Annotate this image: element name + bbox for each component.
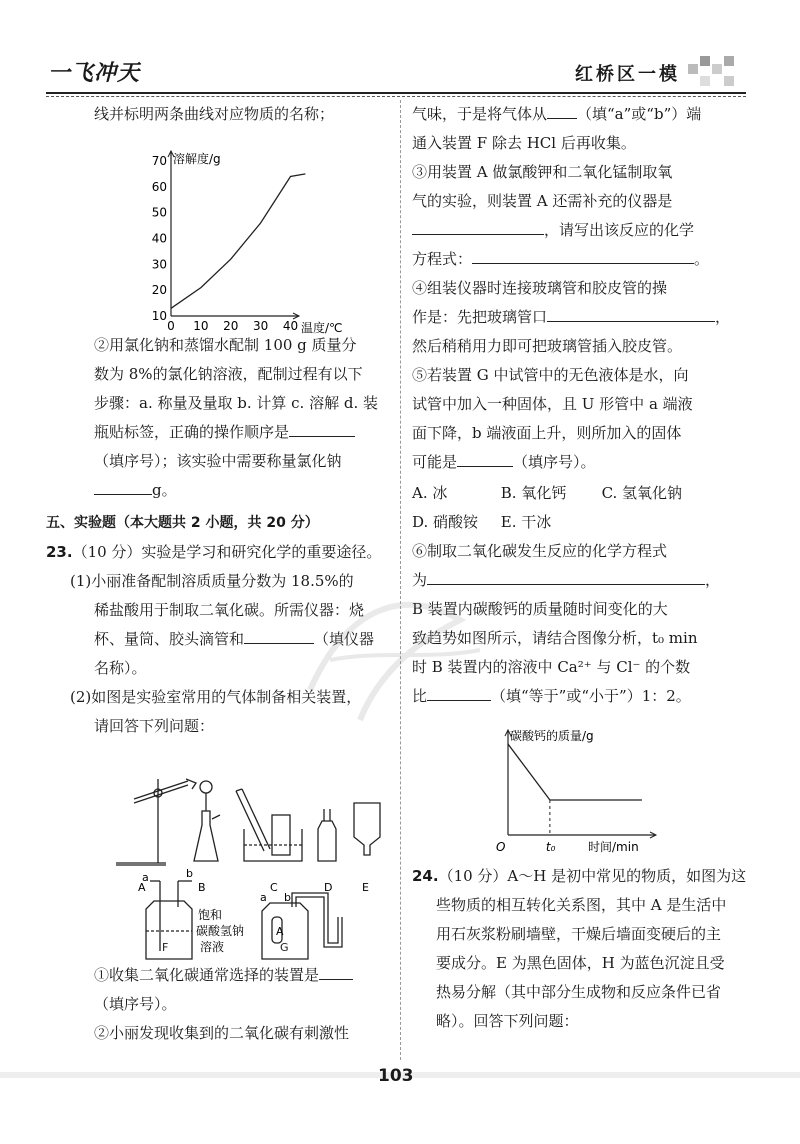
- label-g-b: b: [284, 891, 291, 904]
- x-tick-label: 20: [223, 319, 239, 333]
- option-a: A. 冰: [412, 484, 448, 502]
- apparatus-a: [116, 779, 196, 865]
- left-column: [46, 100, 391, 1048]
- label-g-a: a: [260, 891, 267, 904]
- q2-line-5: （填序号）；该实验中需要称量氯化钠: [94, 452, 342, 470]
- caco3-mass-chart: [412, 715, 752, 860]
- r-line-16: 可能是: [412, 453, 458, 471]
- x-tick-label: 0: [167, 319, 175, 333]
- r-line-6: ，请写出该反应的化学: [544, 221, 695, 239]
- r-line-13: ⑤若装置 G 中试管中的无色液体是水，向: [412, 366, 689, 384]
- q23-line-6: 名称）。: [94, 659, 147, 677]
- r-line-19: 为: [412, 571, 428, 589]
- r-line-15: 面下降，b 端液面上升，则所加入的固体: [412, 424, 682, 442]
- r-line-22: 致趋势如图所示，请结合图像分析，t₀ min: [412, 629, 698, 647]
- q23-line-1: （10 分）实验是学习和研究化学的重要途径。: [72, 543, 382, 561]
- option-c: C. 氢氧化钠: [601, 484, 683, 502]
- r-line-23: 时 B 装置内的溶液中 Ca²⁺ 与 Cl⁻ 的个数: [412, 658, 691, 676]
- q24-line-6: 略）。回答下列问题：: [436, 1012, 579, 1030]
- collect-line-1: ①收集二氧化碳通常选择的装置是: [94, 966, 320, 984]
- header-rule: [46, 92, 746, 94]
- r-line-14: 试管中加入一种固体，且 U 形管中 a 端液: [412, 395, 693, 413]
- label-g: G: [280, 941, 289, 954]
- y-tick-label: 50: [151, 205, 167, 220]
- x-axis-label: 温度/℃: [301, 321, 343, 335]
- header-ornament: [688, 56, 744, 90]
- option-b: B. 氧化钙: [500, 484, 567, 502]
- r-line-8: 。: [694, 250, 710, 268]
- apparatus-e: [354, 803, 380, 855]
- intro-line: 线并标明两条曲线对应物质的名称；: [94, 105, 335, 123]
- q23-line-2: (1)小丽准备配制溶质质量分数为 18.5%的: [70, 572, 354, 590]
- exam-title: 红桥区一模: [575, 64, 680, 85]
- x-axis-label: 时间/min: [588, 840, 639, 854]
- r-line-5: 气的实验，则装置 A 还需补充的仪器是: [412, 192, 673, 210]
- label-f-a: a: [142, 871, 149, 884]
- q24-line-3: 用石灰浆粉刷墙壁，干燥后墙面变硬后的主: [436, 925, 722, 943]
- y-axis-label: 碳酸钙的质量/g: [510, 729, 594, 743]
- y-tick-label: 10: [151, 309, 167, 323]
- f-liquid-3: 溶液: [200, 940, 225, 954]
- solid-blank[interactable]: [457, 450, 513, 467]
- q24-line-1: （10 分）A～H 是初中常见的物质，如图为这: [438, 867, 747, 885]
- solubility-chart: [46, 131, 391, 335]
- solubility-curve: [171, 174, 305, 308]
- q2-line-3: 步骤：a. 称量及量取 b. 计算 c. 溶解 d. 装: [94, 394, 378, 412]
- collect-line-3: ②小丽发现收集到的二氧化碳有刺激性: [94, 1024, 350, 1042]
- r-line-17: （填序号）。: [513, 453, 596, 471]
- r-line-12: 然后稍稍用力即可把玻璃管插入胶皮管。: [412, 337, 683, 355]
- apparatus-diagram: [46, 741, 391, 954]
- apparatus-b: [194, 781, 220, 861]
- r-line-1: 气味，于是将气体从: [412, 105, 548, 123]
- t0-label: t₀: [545, 840, 556, 854]
- x-tick-label: 10: [193, 319, 209, 333]
- y-axis-label: 溶解度/g: [173, 152, 221, 166]
- label-f-b: b: [186, 867, 193, 880]
- end-blank[interactable]: [547, 102, 577, 119]
- y-tick-label: 40: [151, 231, 167, 246]
- q23-line-4: 杯、量筒、胶头滴管和: [94, 630, 245, 648]
- label-b: B: [198, 881, 206, 894]
- collect-line-2: （填序号）。: [94, 995, 177, 1013]
- r-line-7: 方程式：: [412, 250, 473, 268]
- q23-line-3: 稀盐酸用于制取二氧化碳。所需仪器：烧: [94, 601, 365, 619]
- header-rule-dashed: [46, 96, 746, 98]
- apparatus-c: [236, 789, 302, 861]
- page-number: 103: [378, 1066, 414, 1086]
- f-liquid-2: 碳酸氢钠: [196, 924, 245, 938]
- q23-line-5: （填仪器: [314, 630, 375, 648]
- right-column: [412, 100, 752, 1036]
- q23-line-7: (2)如图是实验室常用的气体制备相关装置，: [70, 688, 362, 706]
- caco3-curve: [508, 744, 642, 800]
- q2-line-4: 瓶贴标签，正确的操作顺序是: [94, 423, 290, 441]
- label-f: F: [162, 941, 169, 954]
- watermark-logo: [290, 580, 490, 730]
- q24-line-5: 热易分解（其中部分生成物和反应条件已省: [436, 983, 722, 1001]
- q2-line-2: 数为 8%的氯化钠溶液，配制过程有以下: [94, 365, 363, 383]
- r-line-10: 作是：先把玻璃管口: [412, 308, 548, 326]
- q23-number: 23.: [46, 543, 73, 561]
- y-tick-label: 60: [151, 179, 167, 194]
- option-d: D. 硝酸铵: [412, 513, 479, 531]
- q23-line-8: 请回答下列问题：: [94, 717, 215, 735]
- apparatus-d: [318, 809, 336, 861]
- r-line-20: ，: [705, 571, 721, 589]
- label-d: D: [324, 881, 333, 894]
- r-line-18: ⑥制取二氧化碳发生反应的化学方程式: [412, 542, 668, 560]
- label-g-inner: A: [276, 925, 284, 938]
- r-line-3: 通入装置 F 除去 HCl 后再收集。: [412, 134, 636, 152]
- section-title: 五、实验题（本大题共 2 小题，共 20 分）: [46, 515, 319, 531]
- x-tick-label: 40: [282, 319, 299, 333]
- instrument-a-blank[interactable]: [412, 218, 544, 235]
- q24-line-4: 要成分。E 为黑色固体，H 为蓝色沉淀且受: [436, 954, 725, 972]
- r-line-25: （填“等于”或“小于”）1：2。: [491, 687, 691, 705]
- label-a: A: [138, 881, 146, 894]
- collect-blank[interactable]: [319, 963, 353, 980]
- x-tick-label: 30: [252, 319, 269, 333]
- q24-number: 24.: [412, 867, 439, 885]
- option-e: E. 干冰: [500, 513, 552, 531]
- order-blank[interactable]: [289, 420, 355, 437]
- f-liquid-1: 饱和: [198, 908, 223, 922]
- q2-line-6: g。: [152, 481, 177, 499]
- y-tick-label: 20: [151, 283, 167, 298]
- brand-title: 一飞冲天: [48, 61, 141, 86]
- q24-line-2: 些物质的相互转化关系图，其中 A 是生活中: [436, 896, 727, 914]
- nacl-mass-blank[interactable]: [94, 478, 152, 495]
- y-tick-label: 30: [151, 257, 167, 272]
- label-e: E: [362, 881, 369, 894]
- tube-operation-blank[interactable]: [547, 305, 715, 322]
- r-line-2: （填“a”或“b”）端: [577, 105, 702, 123]
- r-line-24: 比: [412, 687, 428, 705]
- r-line-4: ③用装置 A 做氯酸钾和二氧化锰制取氧: [412, 163, 673, 181]
- y-tick-label: 70: [151, 154, 167, 168]
- label-c: C: [270, 881, 278, 894]
- r-line-21: B 装置内碳酸钙的质量随时间变化的大: [412, 600, 668, 618]
- r-line-11: ，: [715, 308, 731, 326]
- r-line-9: ④组装仪器时连接玻璃管和胶皮管的操: [412, 279, 668, 297]
- q2-line-1: ②用氯化钠和蒸馏水配制 100 g 质量分: [94, 336, 357, 354]
- origin-label: O: [496, 840, 506, 854]
- equation-1-blank[interactable]: [472, 247, 694, 264]
